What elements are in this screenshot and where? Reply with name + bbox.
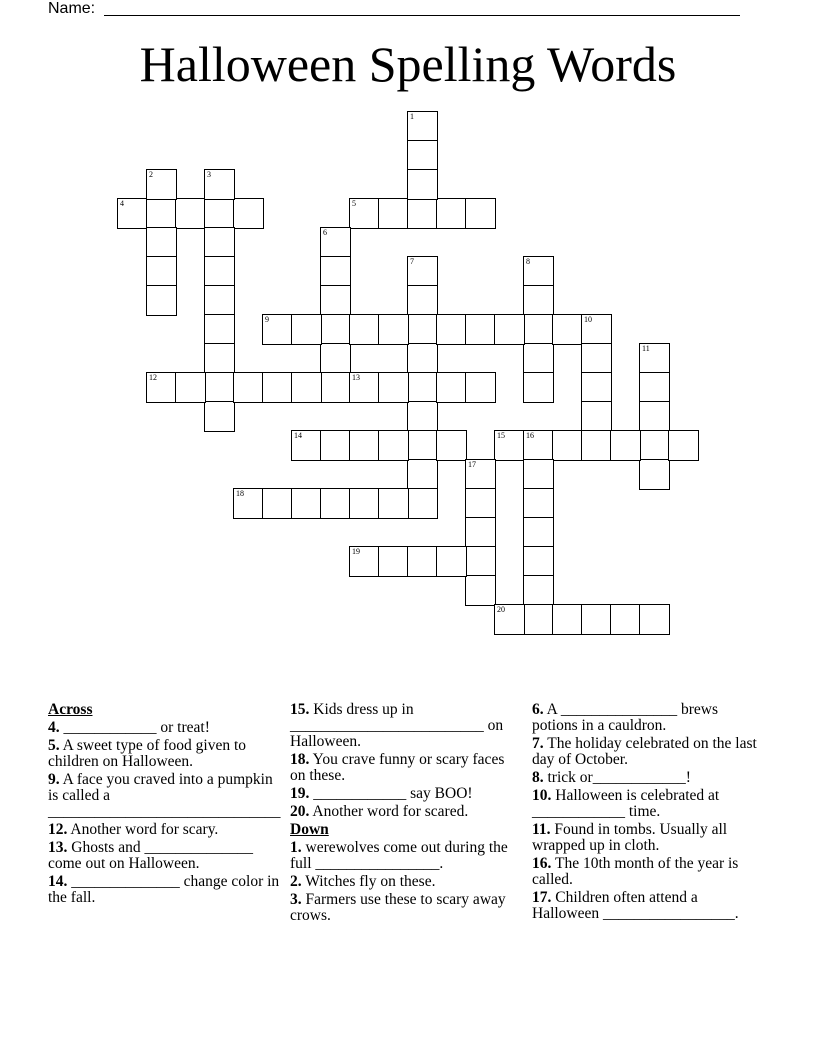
crossword-cell[interactable] bbox=[465, 198, 496, 229]
clue-item bbox=[48, 840, 284, 872]
crossword-cell[interactable] bbox=[523, 459, 554, 490]
clue-number-label: 18. bbox=[290, 751, 310, 768]
clue-text: Children often attend a Halloween _________________. bbox=[532, 889, 739, 922]
clue-item bbox=[290, 786, 520, 802]
crossword-cell[interactable] bbox=[523, 343, 554, 374]
clue-number-label: 2. bbox=[290, 873, 302, 890]
crossword-cell[interactable] bbox=[320, 372, 351, 403]
clue-text: trick or____________! bbox=[543, 769, 691, 786]
clue-item bbox=[48, 738, 284, 770]
crossword-cell[interactable] bbox=[349, 488, 380, 519]
clue-number-label: 11. bbox=[532, 821, 551, 838]
clue-number: 20 bbox=[497, 605, 505, 614]
clue-number-label: 1. bbox=[290, 839, 302, 856]
crossword-cell[interactable] bbox=[407, 140, 438, 171]
crossword-cell[interactable] bbox=[233, 198, 264, 229]
crossword-cell[interactable] bbox=[233, 372, 264, 403]
clue-number: 4 bbox=[120, 199, 124, 208]
clue-text: The holiday celebrated on the last day of October. bbox=[532, 735, 757, 768]
clue-number: 11 bbox=[642, 344, 650, 353]
clue-number: 12 bbox=[149, 373, 157, 382]
crossword-cell[interactable] bbox=[175, 198, 206, 229]
crossword-cell[interactable] bbox=[204, 198, 235, 229]
clue-text: ____________ or treat! bbox=[59, 719, 210, 736]
crossword-cell[interactable] bbox=[204, 285, 235, 316]
crossword-cell[interactable] bbox=[581, 343, 612, 374]
crossword-cell[interactable] bbox=[581, 401, 612, 432]
crossword-cell[interactable] bbox=[378, 430, 409, 461]
clue-item bbox=[48, 874, 284, 906]
crossword-cell[interactable] bbox=[349, 430, 380, 461]
crossword-cell[interactable] bbox=[639, 401, 670, 432]
crossword-cell[interactable] bbox=[320, 256, 351, 287]
clue-text: A _______________ brews potions in a cauldron. bbox=[532, 701, 718, 734]
clue-number: 14 bbox=[294, 431, 302, 440]
crossword-cell[interactable] bbox=[146, 198, 177, 229]
crossword-cell[interactable] bbox=[320, 285, 351, 316]
clue-number-label: 9. bbox=[48, 771, 60, 788]
crossword-cell[interactable] bbox=[204, 401, 235, 432]
clue-text: You crave funny or scary faces on these. bbox=[290, 751, 505, 784]
crossword-cell[interactable] bbox=[204, 372, 235, 403]
crossword-cell[interactable] bbox=[407, 459, 438, 490]
crossword-cell[interactable] bbox=[407, 285, 438, 316]
clue-number: 19 bbox=[352, 547, 360, 556]
clue-text: ____________ say BOO! bbox=[309, 785, 473, 802]
crossword-cell[interactable] bbox=[436, 198, 467, 229]
clue-item bbox=[532, 702, 762, 734]
crossword-cell[interactable] bbox=[204, 314, 235, 345]
clue-text: ______________ change color in the fall. bbox=[48, 873, 280, 906]
crossword-cell[interactable] bbox=[639, 459, 670, 490]
crossword-cell[interactable] bbox=[320, 430, 351, 461]
clue-text: Another word for scary. bbox=[67, 821, 219, 838]
crossword-cell[interactable] bbox=[523, 546, 554, 577]
crossword-cell[interactable] bbox=[465, 372, 496, 403]
clue-number-label: 19. bbox=[290, 785, 310, 802]
clue-number: 18 bbox=[236, 489, 244, 498]
crossword-cell[interactable] bbox=[523, 314, 554, 345]
clue-number-label: 17. bbox=[532, 889, 552, 906]
clue-number-label: 8. bbox=[532, 769, 544, 786]
crossword-cell[interactable] bbox=[320, 314, 351, 345]
crossword-cell[interactable] bbox=[668, 430, 699, 461]
crossword-cell[interactable] bbox=[378, 198, 409, 229]
crossword-cell[interactable] bbox=[639, 372, 670, 403]
clue-number-label: 6. bbox=[532, 701, 544, 718]
clue-number: 7 bbox=[410, 257, 414, 266]
clue-item bbox=[532, 736, 762, 768]
clue-text: Witches fly on these. bbox=[301, 873, 436, 890]
clue-item bbox=[290, 892, 520, 924]
crossword-cell[interactable] bbox=[204, 256, 235, 287]
crossword-cell[interactable] bbox=[378, 546, 409, 577]
crossword-cell[interactable] bbox=[291, 488, 322, 519]
clue-number-label: 20. bbox=[290, 803, 310, 820]
clue-item bbox=[48, 822, 284, 838]
crossword-cell[interactable] bbox=[175, 372, 206, 403]
clue-text: The 10th month of the year is called. bbox=[532, 855, 739, 888]
crossword-cell[interactable] bbox=[407, 198, 438, 229]
clue-number-label: 12. bbox=[48, 821, 68, 838]
crossword-cell[interactable] bbox=[407, 430, 438, 461]
crossword-cell[interactable] bbox=[465, 517, 496, 548]
crossword-cell[interactable] bbox=[552, 604, 583, 635]
across-heading: Across bbox=[48, 701, 93, 718]
clue-number: 13 bbox=[352, 373, 360, 382]
crossword-cell[interactable] bbox=[349, 314, 380, 345]
crossword-cell[interactable] bbox=[523, 575, 554, 606]
clue-item bbox=[532, 788, 762, 820]
down-heading: Down bbox=[290, 821, 329, 838]
clue-text: A sweet type of food given to children on Halloween. bbox=[48, 737, 247, 770]
crossword-cell[interactable] bbox=[465, 314, 496, 345]
crossword-cell[interactable] bbox=[146, 227, 177, 258]
clue-item bbox=[532, 890, 762, 922]
crossword-cell[interactable] bbox=[436, 546, 467, 577]
clue-text: Halloween is celebrated at ____________ time. bbox=[532, 787, 720, 820]
crossword-cell[interactable] bbox=[320, 343, 351, 374]
clue-number: 8 bbox=[526, 257, 530, 266]
clue-number-label: 7. bbox=[532, 735, 544, 752]
crossword-cell[interactable] bbox=[552, 314, 583, 345]
crossword-cell[interactable] bbox=[291, 314, 322, 345]
clue-item bbox=[290, 752, 520, 784]
crossword-cell[interactable] bbox=[204, 343, 235, 374]
crossword-cell[interactable] bbox=[523, 488, 554, 519]
crossword-cell[interactable] bbox=[146, 256, 177, 287]
crossword-cell[interactable] bbox=[262, 488, 293, 519]
crossword-cell[interactable] bbox=[465, 488, 496, 519]
crossword-cell[interactable] bbox=[465, 575, 496, 606]
clues-column-1 bbox=[48, 702, 284, 908]
clue-text: Another word for scared. bbox=[309, 803, 469, 820]
crossword-cell[interactable] bbox=[610, 604, 641, 635]
crossword-cell[interactable] bbox=[378, 314, 409, 345]
crossword-cell[interactable] bbox=[378, 488, 409, 519]
clue-number: 16 bbox=[526, 431, 534, 440]
clue-number-label: 16. bbox=[532, 855, 552, 872]
clue-number-label: 5. bbox=[48, 737, 60, 754]
clue-number: 10 bbox=[584, 315, 592, 324]
crossword-cell[interactable] bbox=[378, 372, 409, 403]
crossword-cell[interactable] bbox=[581, 430, 612, 461]
crossword-cell[interactable] bbox=[436, 430, 467, 461]
crossword-cell[interactable] bbox=[523, 517, 554, 548]
crossword-cell[interactable] bbox=[523, 372, 554, 403]
crossword-cell[interactable] bbox=[639, 430, 670, 461]
crossword-cell[interactable] bbox=[291, 372, 322, 403]
clue-number: 5 bbox=[352, 199, 356, 208]
clue-item bbox=[48, 772, 284, 820]
crossword-cell[interactable] bbox=[639, 604, 670, 635]
crossword-cell[interactable] bbox=[610, 430, 641, 461]
crossword-cell[interactable] bbox=[407, 488, 438, 519]
crossword-cell[interactable] bbox=[407, 401, 438, 432]
clue-item bbox=[290, 804, 520, 820]
clue-text: Ghosts and ______________ come out on Halloween. bbox=[48, 839, 253, 872]
clue-item bbox=[290, 874, 520, 890]
crossword-cell[interactable] bbox=[436, 314, 467, 345]
clue-text: Farmers use these to scary away crows. bbox=[290, 891, 506, 924]
clue-number-label: 14. bbox=[48, 873, 68, 890]
crossword-cell[interactable] bbox=[407, 343, 438, 374]
clue-number-label: 4. bbox=[48, 719, 60, 736]
crossword-cell[interactable] bbox=[581, 604, 612, 635]
clue-number: 3 bbox=[207, 170, 211, 179]
page-title: Halloween Spelling Words bbox=[139, 36, 677, 92]
clue-number: 15 bbox=[497, 431, 505, 440]
crossword-cell[interactable] bbox=[436, 372, 467, 403]
clue-item bbox=[532, 822, 762, 854]
crossword-cell[interactable] bbox=[407, 314, 438, 345]
clue-number: 1 bbox=[410, 112, 414, 121]
clue-text: werewolves come out during the full ________________. bbox=[290, 839, 508, 872]
crossword-cell[interactable] bbox=[407, 372, 438, 403]
clue-number-label: 3. bbox=[290, 891, 302, 908]
clue-item bbox=[290, 840, 520, 872]
crossword-cell[interactable] bbox=[552, 430, 583, 461]
clue-text: Kids dress up in _________________________ on Halloween. bbox=[290, 701, 504, 750]
crossword-cell[interactable] bbox=[146, 285, 177, 316]
clue-text: Found in tombs. Usually all wrapped up in cloth. bbox=[532, 821, 728, 854]
crossword-cell[interactable] bbox=[523, 604, 554, 635]
clue-number-label: 15. bbox=[290, 701, 310, 718]
clue-number: 17 bbox=[468, 460, 476, 469]
crossword-cell[interactable] bbox=[204, 227, 235, 258]
clue-number-label: 10. bbox=[532, 787, 552, 804]
clue-text: A face you craved into a pumpkin is called a ______________________________ bbox=[48, 771, 281, 820]
clue-item bbox=[532, 770, 762, 786]
clue-item bbox=[290, 702, 520, 750]
clues-column-3 bbox=[532, 702, 762, 924]
crossword-cell[interactable] bbox=[262, 372, 293, 403]
clue-item bbox=[532, 856, 762, 888]
clue-item bbox=[48, 720, 284, 736]
crossword-cell[interactable] bbox=[465, 546, 496, 577]
crossword-cell[interactable] bbox=[320, 488, 351, 519]
clue-number-label: 13. bbox=[48, 839, 68, 856]
clue-number: 6 bbox=[323, 228, 327, 237]
clues-column-2 bbox=[290, 702, 520, 926]
crossword-cell[interactable] bbox=[581, 372, 612, 403]
crossword-cell[interactable] bbox=[407, 546, 438, 577]
crossword-cell[interactable] bbox=[407, 169, 438, 200]
clue-number: 9 bbox=[265, 315, 269, 324]
clue-number: 2 bbox=[149, 170, 153, 179]
name-label: Name: bbox=[48, 0, 96, 17]
crossword-cell[interactable] bbox=[523, 285, 554, 316]
crossword-cell[interactable] bbox=[494, 314, 525, 345]
